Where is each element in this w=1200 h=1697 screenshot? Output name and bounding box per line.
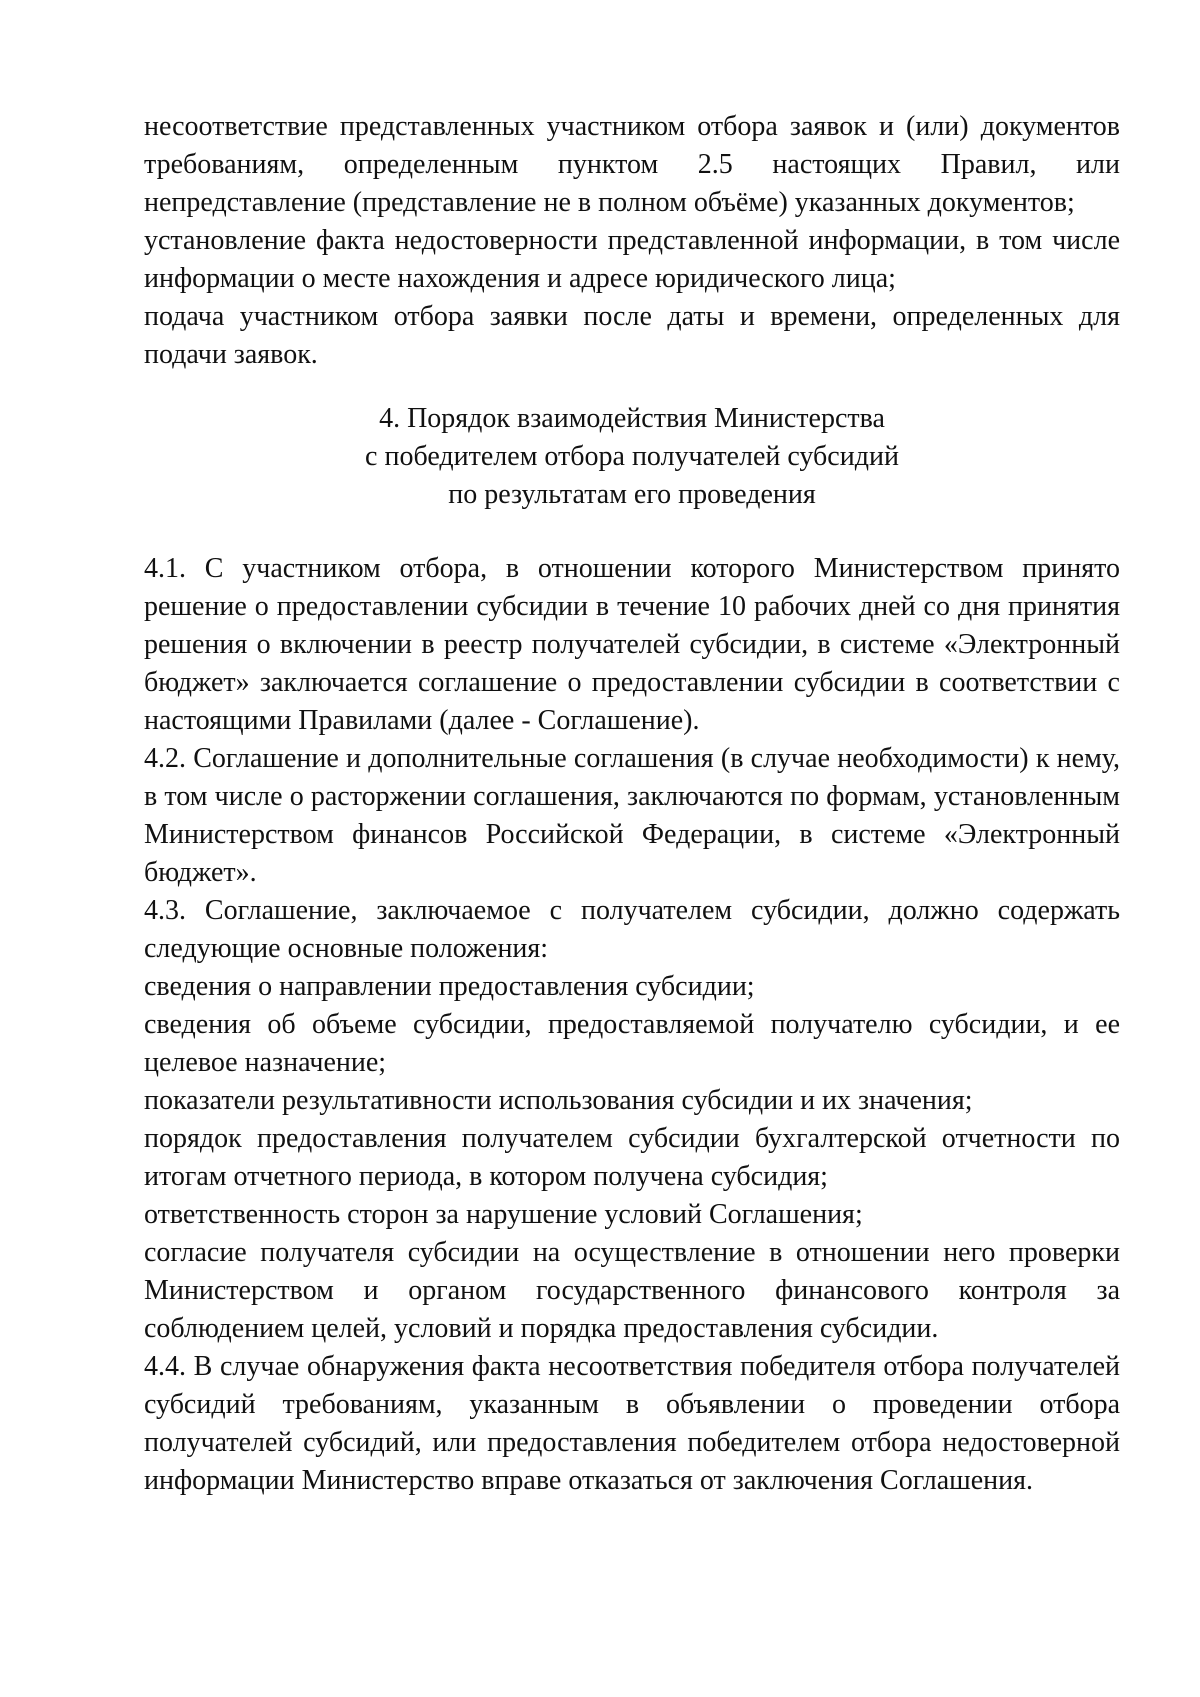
clause-4-3-item-1: сведения о направлении предоставления субсидии; [144, 971, 755, 1002]
intro-paragraph-3: подача участником отбора заявки после даты и времени, определенных для подачи заявок. [144, 301, 1120, 370]
section-heading [144, 400, 1120, 514]
document-page [144, 108, 1120, 1500]
section-heading-line-1: 4. Порядок взаимодействия Министерства [379, 403, 885, 434]
clause-4-3: 4.3. Соглашение, заключаемое с получателем субсидии, должно содержать следующие основные положения: [144, 895, 1120, 964]
section-heading-line-3: по результатам его проведения [448, 479, 816, 510]
clause-4-2: 4.2. Соглашение и дополнительные соглашения (в случае необходимости) к нему, в том числе о расторжении соглашения, заключаются по формам, установленным Министерством финансов Российской Федерации, в системе «Электронный бюджет». [144, 743, 1120, 888]
intro-paragraph-2: установление факта недостоверности представленной информации, в том числе информации о месте нахождения и адресе юридического лица; [144, 225, 1120, 294]
clause-4-3-item-5: ответственность сторон за нарушение условий Соглашения; [144, 1199, 863, 1230]
clause-4-3-item-6: согласие получателя субсидии на осуществление в отношении него проверки Министерством и органом государственного финансового контроля за соблюдением целей, условий и порядка предоставления субсидии. [144, 1237, 1120, 1344]
clause-4-4: 4.4. В случае обнаружения факта несоответствия победителя отбора получателей субсидий требованиям, указанным в объявлении о проведении отбора получателей субсидий, или предоставления победителем отбора недостоверной информации Министерство вправе отказаться от заключения Соглашения. [144, 1351, 1120, 1496]
section-heading-line-2: с победителем отбора получателей субсидий [365, 441, 899, 472]
clause-4-1: 4.1. С участником отбора, в отношении которого Министерством принято решение о предоставлении субсидии в течение 10 рабочих дней со дня принятия решения о включении в реестр получателей субсидии, в системе «Электронный бюджет» заключается соглашение о предоставлении субсидии в соответствии с настоящими Правилами (далее - Соглашение). [144, 553, 1120, 736]
clause-4-3-item-4: порядок предоставления получателем субсидии бухгалтерской отчетности по итогам отчетного периода, в котором получена субсидия; [144, 1123, 1120, 1192]
intro-paragraph-1: несоответствие представленных участником отбора заявок и (или) документов требованиям, определенным пунктом 2.5 настоящих Правил, или непредставление (представление не в полном объёме) указанных документов; [144, 111, 1120, 218]
clause-4-3-item-3: показатели результативности использования субсидии и их значения; [144, 1085, 973, 1116]
clause-4-3-item-2: сведения об объеме субсидии, предоставляемой получателю субсидии, и ее целевое назначение; [144, 1009, 1120, 1078]
